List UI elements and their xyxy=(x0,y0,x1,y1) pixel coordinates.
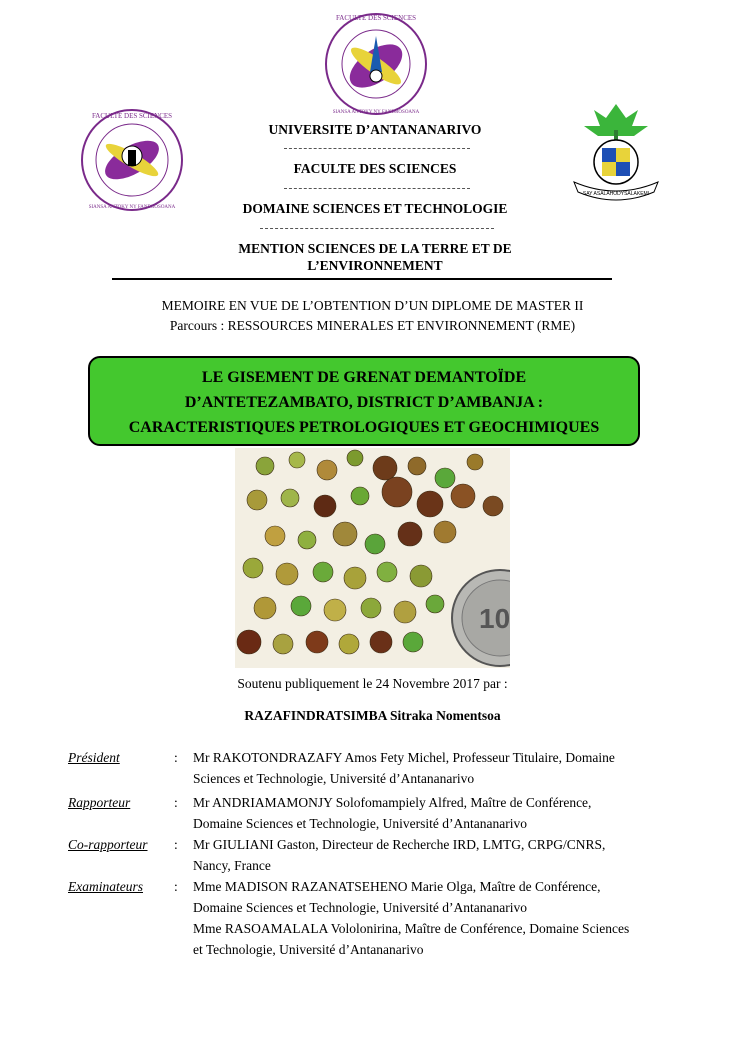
memoire-line2: Parcours : RESSOURCES MINERALES ET ENVIRONNEMENT (RME) xyxy=(169,318,576,333)
title-line2: D’ANTETEZAMBATO, DISTRICT D’AMBANJA : xyxy=(184,394,544,411)
university-name: UNIVERSITE D’ANTANANARIVO xyxy=(268,122,482,137)
divider xyxy=(260,228,494,229)
corapporteur-line1: Mr GIULIANI Gaston, Directeur de Recherche IRD, LMTG, CRPG/CNRS, xyxy=(193,837,606,852)
faculty-logo-left xyxy=(78,106,186,214)
title-line1: LE GISEMENT DE GRENAT DEMANTOÏDE xyxy=(201,369,527,386)
defense-statement: Soutenu publiquement le 24 Novembre 2017 par : xyxy=(237,676,508,691)
president-line2: Sciences et Technologie, Université d’Antananarivo xyxy=(193,771,475,786)
exam2-line2: et Technologie, Université d’Antananarivo xyxy=(193,942,424,957)
header-rule xyxy=(112,278,612,280)
rapporteur-line2: Domaine Sciences et Technologie, Université d’Antananarivo xyxy=(193,816,527,831)
divider xyxy=(284,148,470,149)
jury-president xyxy=(193,747,684,789)
jury-rapporteur xyxy=(193,792,684,834)
jury-label-corapporteur: Co-rapporteur xyxy=(68,837,148,852)
logo-left-motto: SIANSA ANTOKY NY FANDROSOANA xyxy=(88,205,176,210)
seal-motto: SAY ASALAHODYSALAKEMI xyxy=(582,191,650,197)
exam2-line1: Mme RASOAMALALA Vololonirina, Maître de Conférence, Domaine Sciences xyxy=(193,921,630,936)
logo-left-text: FACULTE DES SCIENCES xyxy=(91,112,173,120)
mention-name xyxy=(200,240,550,274)
jury-corapporteur xyxy=(193,834,684,876)
jury-label-examinateurs: Examinateurs xyxy=(68,879,143,894)
logo-top-text: FACULTE DES SCIENCES xyxy=(335,14,417,22)
exam1-line2: Domaine Sciences et Technologie, Université d’Antananarivo xyxy=(193,900,527,915)
jury-colon: : xyxy=(174,879,178,894)
faculty-name: FACULTE DES SCIENCES xyxy=(293,161,457,176)
jury-colon: : xyxy=(174,837,178,852)
rapporteur-line1: Mr ANDRIAMAMONJY Solofomampiely Alfred, Maître de Conférence, xyxy=(193,795,592,810)
jury-colon: : xyxy=(174,750,178,765)
logo-top-motto: SIANSA ANTOKY NY FANDROSOANA xyxy=(332,110,420,115)
author-name: RAZAFINDRATSIMBA Sitraka Nomentsoa xyxy=(244,708,501,723)
university-seal-logo xyxy=(568,100,664,210)
jury-examinateurs xyxy=(193,876,684,960)
coin-digits: 10 xyxy=(479,603,510,634)
jury-label-rapporteur: Rapporteur xyxy=(68,795,131,810)
jury-colon: : xyxy=(174,795,178,810)
faculty-logo-top xyxy=(322,10,430,118)
exam1-line1: Mme MADISON RAZANATSEHENO Marie Olga, Maître de Conférence, xyxy=(193,879,601,894)
memoire-line1: MEMOIRE EN VUE DE L’OBTENTION D’UN DIPLOME DE MASTER II xyxy=(161,298,584,313)
corapporteur-line2: Nancy, France xyxy=(193,858,271,873)
mention-line2: L’ENVIRONNEMENT xyxy=(307,258,443,273)
jury-label-president: Président xyxy=(68,750,120,765)
mention-line1: MENTION SCIENCES DE LA TERRE ET DE xyxy=(238,241,512,256)
domain-name: DOMAINE SCIENCES ET TECHNOLOGIE xyxy=(242,201,508,216)
title-line3: CARACTERISTIQUES PETROLOGIQUES ET GEOCHIMIQUES xyxy=(128,419,600,436)
garnet-photo xyxy=(235,448,510,668)
president-line1: Mr RAKOTONDRAZAFY Amos Fety Michel, Professeur Titulaire, Domaine xyxy=(193,750,615,765)
thesis-title-box xyxy=(88,356,640,446)
divider xyxy=(284,188,470,189)
